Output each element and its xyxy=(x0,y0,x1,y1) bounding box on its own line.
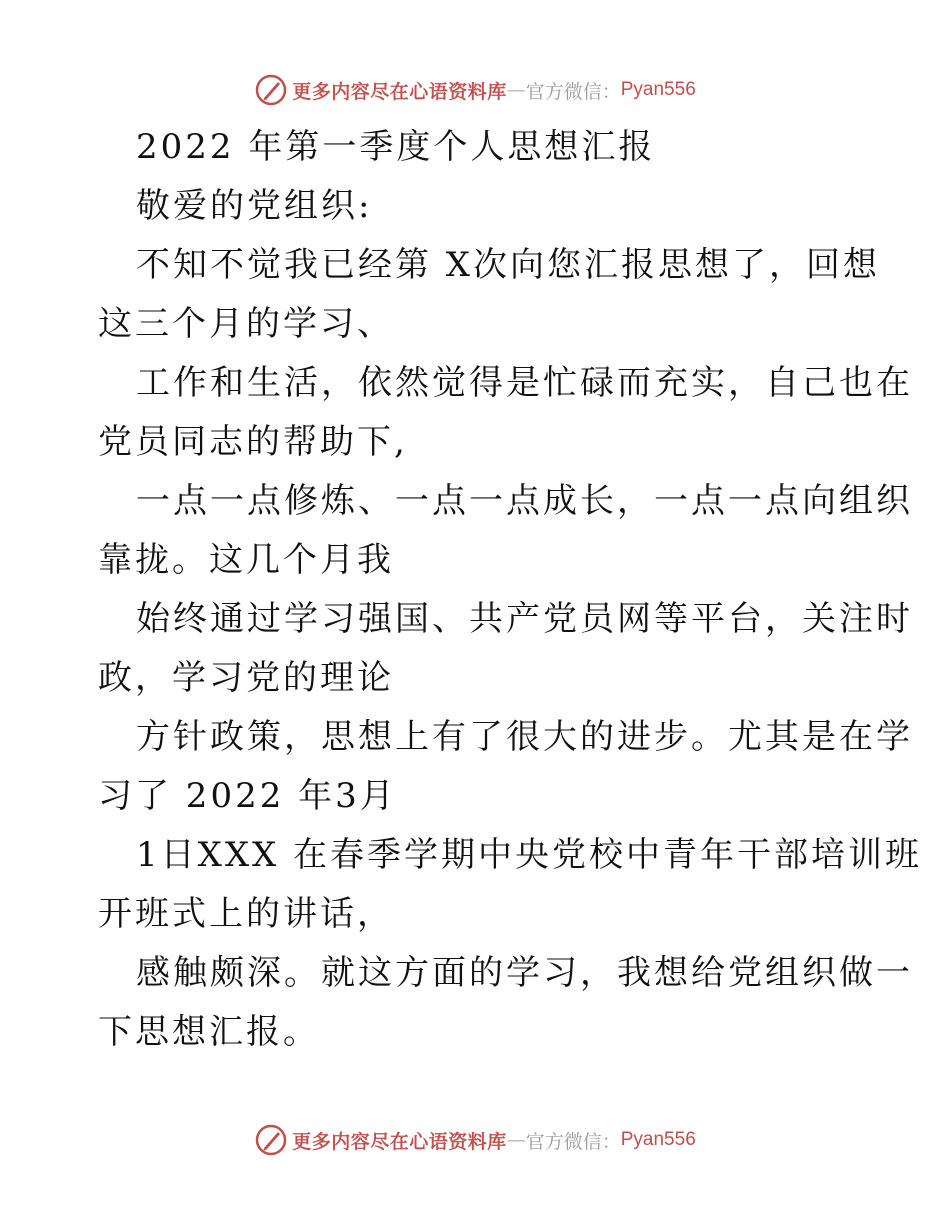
paragraph-line: 一点一点修炼、一点一点成长，一点一点向组织 xyxy=(136,481,913,521)
watermark-header xyxy=(0,70,950,110)
document-body xyxy=(98,118,923,1062)
paragraph-line: 开班式上的讲话， xyxy=(98,894,394,934)
feather-pen-logo-icon xyxy=(254,1123,288,1157)
watermark-wechat-id: Pyan556 xyxy=(620,1129,696,1150)
watermark-wechat-label: 官方微信： xyxy=(525,1130,621,1153)
watermark-separator: — xyxy=(506,79,526,101)
watermark-wechat-id: Pyan556 xyxy=(620,79,696,100)
paragraph-line: 1日XXX 在春季学期中央党校中青年干部培训班 xyxy=(136,835,923,875)
paragraph-line: 下思想汇报。 xyxy=(98,1012,320,1052)
paragraph-line: 方针政策，思想上有了很大的进步。尤其是在学 xyxy=(136,717,913,757)
watermark-footer xyxy=(0,1120,950,1160)
paragraph-line: 不知不觉我已经第 X次向您汇报思想了，回想 xyxy=(136,245,881,285)
paragraph-line: 政，学习党的理论 xyxy=(98,658,394,698)
paragraph-line: 感触颇深。就这方面的学习，我想给党组织做一 xyxy=(136,953,913,993)
paragraph-line: 党员同志的帮助下, xyxy=(98,422,408,462)
watermark-title: 更多内容尽在心语资料库 xyxy=(292,80,507,103)
paragraph-line: 这三个月的学习、 xyxy=(98,304,394,344)
salutation: 敬爱的党组织: xyxy=(136,186,373,226)
document-title: 2022 年第一季度个人思想汇报 xyxy=(136,127,656,167)
watermark-separator: — xyxy=(506,1129,526,1151)
watermark-wechat-label: 官方微信： xyxy=(525,80,621,103)
paragraph-line: 习了 2022 年3月 xyxy=(98,776,397,816)
watermark-title: 更多内容尽在心语资料库 xyxy=(292,1130,507,1153)
paragraph-line: 工作和生活，依然觉得是忙碌而充实，自己也在 xyxy=(136,363,913,403)
paragraph-line: 始终通过学习强国、共产党员网等平台，关注时 xyxy=(136,599,913,639)
paragraph-line: 靠拢。这几个月我 xyxy=(98,540,394,580)
feather-pen-logo-icon xyxy=(254,73,288,107)
